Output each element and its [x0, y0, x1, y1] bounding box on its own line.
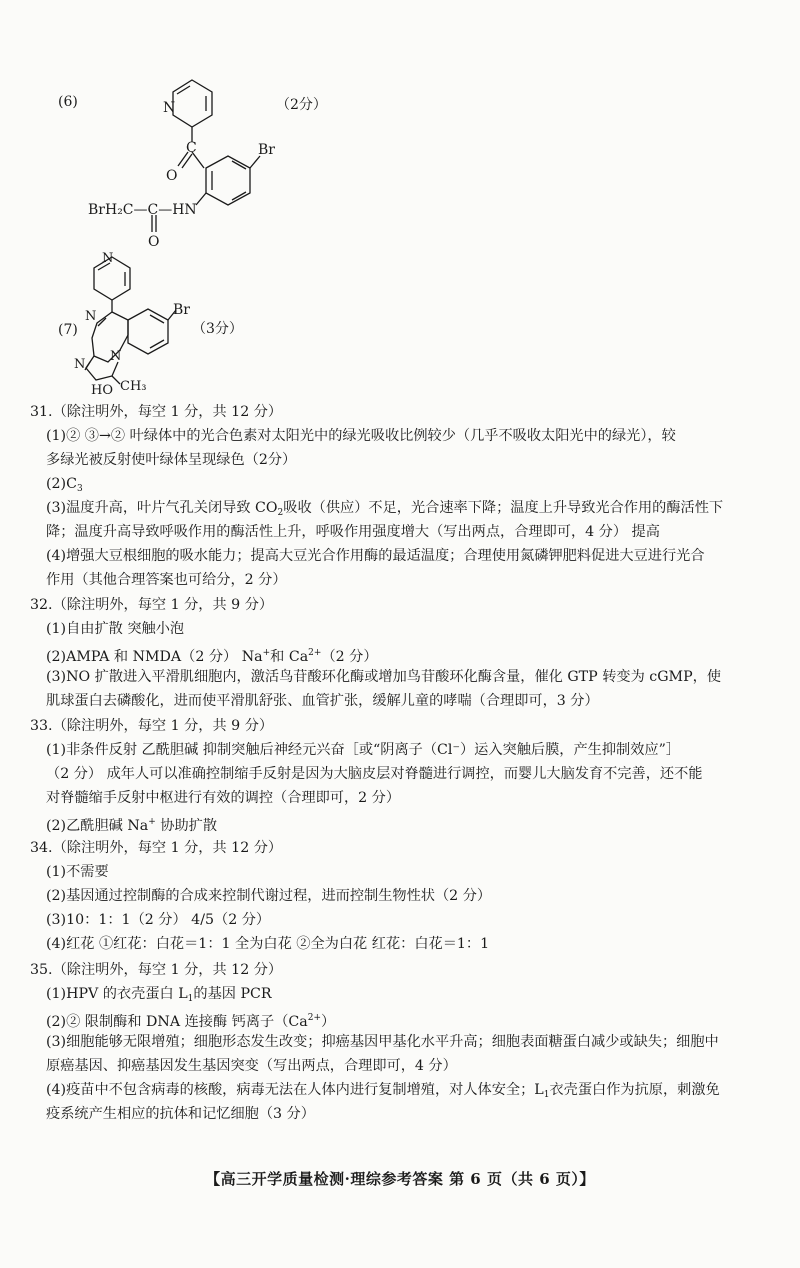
- q32-answer-3a: (3)NO 扩散进入平滑肌细胞内，激活鸟苷酸环化酶或增加鸟苷酸环化酶含量，催化 GTP 转变为 cGMP，使: [46, 669, 722, 685]
- item6-structure: [0, 0, 800, 395]
- q33-heading: 33.（除注明外，每空 1 分，共 9 分）: [30, 718, 274, 734]
- q35-answer-2: (2)② 限制酶和 DNA 连接酶 钙离子$(Ca^{2+})$: [46, 1013, 336, 1030]
- page-footer: 【高三开学质量检测·理综参考答案 第 6 页（共 6 页）】: [205, 1170, 595, 1188]
- q31-answer-4b: 作用（其他合理答案也可给分，2 分）: [46, 572, 287, 588]
- item7-atom-ch3: CH₃: [120, 379, 147, 394]
- item6-atom-o2: O: [148, 234, 160, 250]
- item6-score: （2分）: [276, 97, 327, 113]
- q34-heading: 34.（除注明外，每空 1 分，共 12 分）: [30, 840, 283, 856]
- item7-atom-n: N: [102, 251, 114, 266]
- q34-answer-3: (3)10：1：1（2 分） 4/5（2 分）: [46, 912, 271, 928]
- q31-answer-1a: (1)② ③→② 叶绿体中的光合色素对太阳光中的绿光吸收比例较少（几乎不吸收太阳光中的绿光），较: [46, 428, 676, 444]
- q32-answer-1: (1)自由扩散 突触小泡: [46, 621, 185, 637]
- q33-answer-1a: (1)非条件反射 乙酰胆碱 抑制突触后神经元兴奋［或“阴离子（Cl⁻）运入突触后膜，产生抑制效应”］: [46, 742, 681, 758]
- q33-answer-2: (2)乙酰胆碱 Na+ 协助扩散: [46, 817, 218, 834]
- item7-atom-ho: HO: [91, 383, 113, 395]
- item6-atom-n: N: [163, 100, 176, 116]
- item6-atom-o: O: [166, 168, 178, 184]
- q34-answer-1: (1)不需要: [46, 864, 109, 880]
- q32-answer-2: (2)AMPA 和 NMDA（2 分） Na+和 $Ca^{2+}(2$ 分）: [46, 648, 378, 665]
- item7-atom-br: Br: [173, 302, 190, 318]
- item6-atom-br: Br: [258, 142, 275, 158]
- q33-answer-1b: （2 分） 成年人可以准确控制缩手反射是因为大脑皮层对脊髓进行调控，而婴儿大脑发育不完善，还不能: [46, 766, 703, 782]
- item7-atom-n2: N: [85, 309, 97, 324]
- q31-answer-2: $(2)C_3$: [46, 476, 83, 494]
- q35-answer-4b: 疫系统产生相应的抗体和记忆细胞（3 分）: [46, 1106, 315, 1122]
- q35-answer-4a: (4)疫苗中不包含病毒的核酸，病毒无法在人体内进行复制增殖，对人体安全；$L_1$衣壳蛋白作为抗原，刺激免: [46, 1082, 720, 1100]
- q31-answer-3a: (3)温度升高，叶片气孔关闭导致 $CO_2$吸收（供应）不足，光合速率下降；温度上升导致光合作用的酶活性下: [46, 500, 724, 518]
- q31-heading: 31.（除注明外，每空 1 分，共 12 分）: [30, 404, 283, 420]
- item7-score: （3分）: [192, 321, 243, 337]
- q35-answer-3a: (3)细胞能够无限增殖；细胞形态发生改变；抑癌基因甲基化水平升高；细胞表面糖蛋白减少或缺失；细胞中: [46, 1034, 719, 1050]
- item6-atom-c: C: [186, 140, 197, 156]
- item6-label: (6): [58, 94, 78, 110]
- item7-label: (7): [58, 322, 78, 338]
- q31-answer-3b: 降；温度升高导致呼吸作用的酶活性上升，呼吸作用强度增大（写出两点，合理即可，4 分） 提高: [46, 524, 660, 540]
- item7-atom-n4: N: [110, 349, 122, 364]
- item6-left-group: BrH₂C—C—HN: [88, 202, 197, 218]
- q32-answer-3b: 肌球蛋白去磷酸化，进而使平滑肌舒张、血管扩张，缓解儿童的哮喘（合理即可，3 分）: [46, 693, 599, 709]
- q31-answer-1b: 多绿光被反射使叶绿体呈现绿色（2分）: [46, 452, 297, 468]
- q31-answer-4a: (4)增强大豆根细胞的吸水能力；提高大豆光合作用酶的最适温度；合理使用氮磷钾肥料促进大豆进行光合: [46, 548, 705, 564]
- q34-answer-2: (2)基因通过控制酶的合成来控制代谢过程，进而控制生物性状（2 分）: [46, 888, 492, 904]
- q35-answer-1: (1)HPV 的衣壳蛋白 $L_1$的基因 PCR: [46, 986, 272, 1004]
- q35-answer-3b: 原癌基因、抑癌基因发生基因突变（写出两点，合理即可，4 分）: [46, 1058, 457, 1074]
- q34-answer-4: (4)红花 ①红花：白花＝1：1 全为白花 ②全为白花 红花：白花＝1：1: [46, 936, 490, 952]
- q33-answer-1c: 对脊髓缩手反射中枢进行有效的调控（合理即可，2 分）: [46, 790, 401, 806]
- item7-atom-n3: N: [74, 357, 86, 372]
- q32-heading: 32.（除注明外，每空 1 分，共 9 分）: [30, 597, 274, 613]
- q35-heading: 35.（除注明外，每空 1 分，共 12 分）: [30, 962, 283, 978]
